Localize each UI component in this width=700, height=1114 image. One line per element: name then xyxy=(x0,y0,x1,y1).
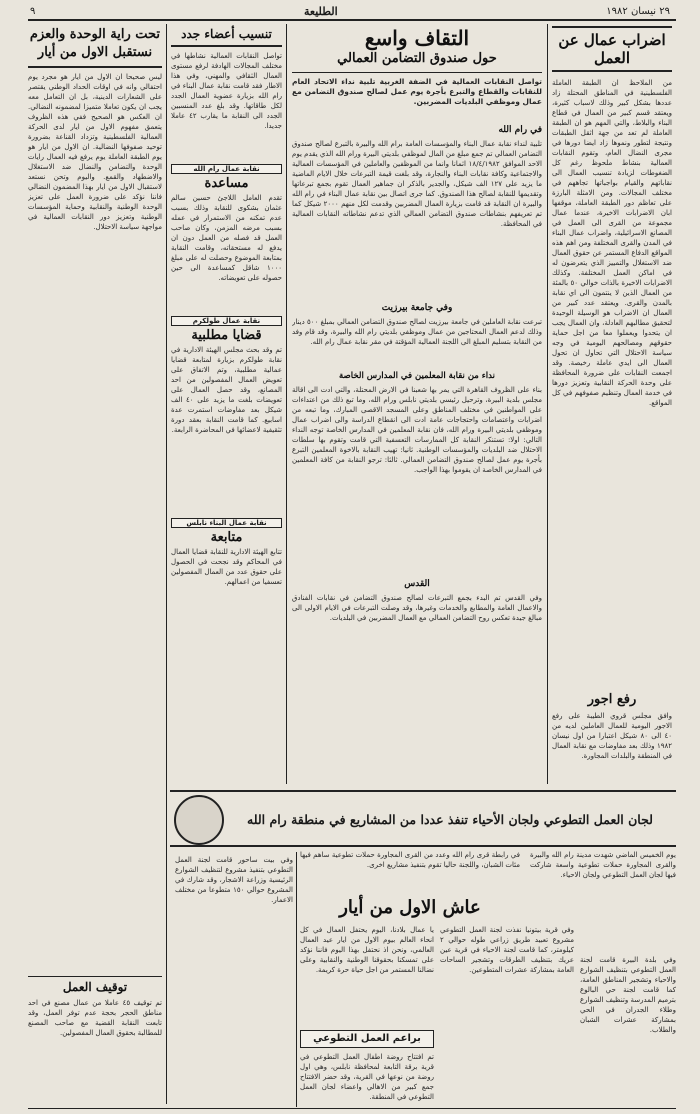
article-body: بناء على الظروف القاهرة التي يمر بها شعبنا في الارض المحتلة، والتي ادت الى اقالة مجلس بلدية البيرة، وترحيل رئيسي بلديتي نابلس ورام الله، وما تبع ذلك من اعتداءات على المواطنين في مختلف المناطق وعلى المسجد الاقصى المبارك، وما تبعه من اضرابات واعتصامات واحتجاجات عامة ادت الى انقطاع الدراسة والى اضراب عمال وموظفي بلديتي البيرة ورام الله، فان نقابة المعلمين في المدارس الخاصة توجه النداء التالي: اولا: تستنكر النقابة كل الممارسات التعسفية التي قامت وتقوم بها سلطات الاحتلال ضد البلديات والمؤسسات الوطنية. ثانيا: تهيب النقابة بالاخوة المعلمين التبرع بأجرة يوم عمل لصالح صندوق التضامن العمالي. ثالثا: ترجو النقابة من كافة المعلمين في المدارس الخاصة ان يقوموا بهذا الواجب. xyxy=(292,386,542,474)
headline-strike: اضراب عمال عن العمل xyxy=(552,26,672,72)
article-body: وفي القدس تم البدء بجمع التبرعات لصالح صندوق التضامن في نقابات الفنادق والاعمال العامة والمطابع والخدمات وغيرها، وقد وصلت التبرعات في الايام الاولى الى مبالغ جيدة تعكس روح التضامن العمالي مع العمال المضربين في البلديات. xyxy=(292,594,542,622)
volunteer-logo-icon xyxy=(174,795,224,845)
banner-rule xyxy=(170,790,676,792)
headline-may-day: تحت راية الوحدة والعزم نستقبل الاول من أيار xyxy=(28,26,162,68)
banner-col-b: وفي قرية بيتونيا نفذت لجنة العمل التطوعي مشروع تعبيد طريق زراعي طوله حوالي ٢ كيلومتر، كما قامت لجنة الاحياء في قرية عين عريك بتنظيف الطرقات وتشجير الساحات العامة بمشاركة عشرات المتطوعين. xyxy=(440,926,574,974)
headline-aid: مساعدة xyxy=(204,176,249,191)
headline-demands: قضايا مطلبية xyxy=(191,328,262,343)
col-divider xyxy=(296,852,297,1107)
section-ramallah: في رام الله xyxy=(498,125,542,135)
banner-intro-mid: في رابطة قرى رام الله وعدد من القرى المجاورة حملات تطوعية ساهم فيها مئات الشبان، واللجنة حاليا تقوم بتنفيذ مشاريع اخرى. xyxy=(300,851,520,869)
col-center xyxy=(292,26,542,786)
page-header xyxy=(30,4,670,18)
subheadline-solidarity: حول صندوق التضامن العمالي xyxy=(292,50,542,73)
headline-long-live-may: عاش الاول من أيار xyxy=(339,897,481,918)
article-body: تقدم العامل اللاجئ حسين سالم عثمان بشكوى للنقابة وذلك بسبب عدم تمكنه من الاستمرار في عمله بسبب مرضه المزمن، وكان صاحب العمل قد فصله من العمل دون ان يدفع له مستحقاته، وقامت النقابة بمتابعة الموضوع وحصلت له على مبلغ ١٠٠٠ شاقل كمساعدة الى حين حصوله على تعويضاته. xyxy=(171,194,282,282)
headline-solidarity: التقاف واسع xyxy=(364,26,470,50)
subhead-work-stop: توقيف العمل xyxy=(28,976,162,994)
header-rule xyxy=(28,19,676,21)
headline-buds: براعم العمل التطوعي xyxy=(300,1030,434,1048)
col-right xyxy=(552,26,672,786)
banner-col-e: وفي بيت ساحور قامت لجنة العمل التطوعي بتنفيذ مشروع لتنظيف الشوارع الرئيسية وزراعة الاشجار، وقد شارك في المشروع حوالي ١٥٠ متطوعا من مختلف الاعمار. xyxy=(175,856,293,904)
col-divider xyxy=(166,24,167,1104)
article-body: تم توقيف ٤٥ عاملا من عمال مصنع في احد مناطق الحجر بحجة عدم توفر العمل، وقد تابعت النقابة القضية مع صاحب المصنع للمطالبة بحقوق العمال المفصولين. xyxy=(28,999,162,1037)
banner-col-a: وفي بلدة البيرة قامت لجنة العمل التطوعي بتنظيف الشوارع والاحياء وتشجير المناطق العامة، كما قامت لجنة حي البالوع بترميم المدرسة وتنظيف الشوارع وطلاء الجدران في الحي بمشاركة عشرات الشبان والطلاب. xyxy=(580,956,676,1034)
col-divider xyxy=(547,24,548,784)
banner-intro-right: يوم الخميس الماضي شهدت مدينة رام الله والبيرة والقرى المجاورة حملات تطوعية واسعة شاركت فيها لجان العمل التطوعي ولجان الاحياء. xyxy=(530,851,676,879)
union-label: نقابة عمال طولكرم xyxy=(171,316,282,326)
article-body: ليس صحيحا ان الاول من ايار هو مجرد يوم احتفالي وانه في اوقات الحداد الوطني يقتصر على الشعارات الدينية، بل ان التعامل معه يجب ان يكون تعاملا متميزا لمضمونه النضالي. ان العكس هو الصحيح ففي هذه الظروف يتعمق مفهوم الاول من ايار لدى الحركة العمالية الفلسطينية وتزداد القناعة بضرورة توحيد صفوفها النضالية. ان الاول من ايار هو يوم الطبقة العاملة يوم يرفع فيه العمال رايات الوحدة والتضامن والنضال ضد الاستغلال والاضطهاد والقمع. واليوم وتحن نستعد لاستقبال الاول من ايار بهذا المضمون النضالي فاننا نؤكد على ضرورة العمل على تعزيز الوحدة الوطنية والنقابية وحماية المؤسسات الوطنية وتعزيز دور النقابات العمالية في مواجهة سياسة الاحتلال. xyxy=(28,73,162,231)
union-label: نقابة عمال رام الله xyxy=(171,164,282,174)
banner-title: لجان العمل التطوعي ولجان الأحياء تنفذ عددا من المشاريع في منطقة رام الله xyxy=(247,812,653,827)
article-body: تلبية لنداء نقابة عمال البناء والمؤسسات العامة برام الله والبيرة بالتبرع لصالح صندوق التضامن العمالي تم جمع مبلغ من المال لموظفي بلديتي البيرة ورام الله الذي يقدم يوم الاحد الموافق ١٨/٤/١٩٨٢ اثمانا وانما من الموظفين والعاملين في المؤسسات العمالية والاجتماعية وكافة نقابات البناء والنجارة، وقد بلغت قيمة التبرعات خلال الايام الماضية ما يزيد على ١٢٧ الف شيكل، والجدير بالذكر ان جماهير العمال تقوم بجمع تبرعاتها وتقديمها للنقابة لصالح هذا الصندوق. كما جرى اتصال بين نقابة عمال البناء في رام الله والبيرة ان النقابة قد قامت بزيارة العمال المضربين وقدمت لكل منهم ٢٠٠٠ شيكل كما تم تعريفهم بنشاطات صندوق التضامن العمالي الذي تدعم نشاطاته النقابات العمالية في المحافظة. xyxy=(292,140,542,228)
article-body: من الملاحظ ان الطبقة العاملة الفلسطينية في المناطق المحتلة زاد عددها بشكل كبير وذلك لاسباب كثيرة، ويعتقد قسم كبير من العمال في قطاع البناء والبلاط، والتي المهم هو ان الطبقة العاملة لم تعد من جهة اثقل الطبقات ونتيجة لتطور ونموها زاد ايضا دورها في مجرى النضال العام، وتقوم النقابات العمالية بنشاط ملحوظ رغم كل الضغوطات لزيادة تنسيب العمال الى نقاباتهم والقيام بواجباتها تجاههم في مختلف المجالات. ومن الامثلة البارزة على تعاظم دور الطبقة العاملة، موقفها ابان الاضرابات الاخيرة، عندما عمال مجموعة من القرى الى العمل في المصانع الاسرائيلية، واضراب عمال البناء في المدن والقرى المختلفة ومن اهم هذه المواقع الدفاع المستمر عن حقوق العمال ضد الاستغلال والتمييز الذي يتعرضون له في اماكن العمل المختلفة. وكذلك الاضرابات الاخيرة بالذات خوالي ٥٠ بالمئة من العمال الذين لا ينتمون الى اي نقابة بالمدن والقرى. ويعتقد عدد كبير من العمال ان الاضراب هو الوسيلة الوحيدة لتحقيق مطالبهم العادلة، وان العمال يجب ان يتحدوا ويعملوا معا من اجل حماية حقوقهم ومصالحهم اليومية في وجه سياسة الاحتلال التي تحاول ان تحول العمال الى ايدي عاملة رخيصة. وقد اجمعت النقابات على ضرورة المحافظة على وحدة الحركة النقابية وتعزيز دورها في خدمة العمال وتنظيم صفوفهم في كل المواقع. xyxy=(552,79,672,407)
col-divider xyxy=(286,24,287,784)
banner-col-d: تم افتتاح روضة اطفال العمل التطوعي في قرية برقة التابعة لمحافظة نابلس، وهي اول روضة من نوعها في القرية، وقد حضر الافتتاح جمع كبير من الاهالي واعضاء لجان العمل التطوعي في المنطقة. xyxy=(300,1053,434,1101)
union-label: نقابة عمال البناء نابلس xyxy=(171,518,282,528)
section-teachers: نداء من نقابة المعلمين في المدارس الخاصة xyxy=(339,371,495,381)
section-jerusalem: القدس xyxy=(404,579,430,589)
headline-followup: متابعة xyxy=(210,530,243,545)
footer-rule xyxy=(28,1108,676,1109)
subhead-wages: رفع اجور xyxy=(587,692,637,707)
volunteer-banner xyxy=(170,795,676,847)
col-mid xyxy=(171,26,282,786)
section-birzeit: وفي جامعة بيرزيت xyxy=(381,303,453,313)
paper-name: الطليعة xyxy=(304,4,338,18)
article-body: وافق مجلس قروي الطيبة على رفع الاجور اليومية للعمال العاملين لديه من ٤٠ الى ٨٠ شيكل اعتبارا من اول نيسان ١٩٨٢ وذلك بعد مفاوضات مع نقابة العمال في المنطقة والبلدات المجاورة. xyxy=(552,712,672,760)
article-body: تواصل النقابات العمالية نشاطها في مختلف المجالات الهادفة لرفع مستوى العمال الثقافي والمهني، وفي هذا الاطار فقد قامت نقابة عمال البناء في رام الله بزيارة عضوية العمال الجدد لكل طاقاتها. وقد بلغ عدد المنسبين الجدد الى النقابة ما يقارب ٤٢ عاملا جديدا. xyxy=(171,52,282,130)
article-intro: تواصل النقابات العمالية في الضفة الغربية تلبية نداء الاتحاد العام للنقابات والقطاع والتبرع بأجرة يوم عمل لصالح صندوق التضامن مع عمال وموظفي البلديات المضربين. xyxy=(292,77,542,106)
article-body: تبرعت نقابة العاملين في جامعة بيرزيت لصالح صندوق التضامن العمالي بمبلغ ٥٠٠ دينار وذلك لدعم العمال المحتاجين من عمال وموظفي بلديتي رام الله والبيرة، وقد قام وفد من النقابة بتسليم المبلغ الى اللجنة العمالية المؤقتة في مقر نقابة عمال رام الله. xyxy=(292,318,542,346)
article-body: تتابع الهيئة الادارية للنقابة قضايا العمال في المحاكم وقد نجحت في الحصول على حقوق عدد من العمال المفصولين تعسفيا من اعمالهم. xyxy=(171,548,282,586)
banner-col-c: يا عمال بلادنا، اليوم يحتفل العمال في كل انحاء العالم بيوم الاول من ايار عيد العمال العالمي، ونحن اذ نحتفل بهذا اليوم فاننا نؤكد على تمسكنا بحقوقنا الوطنية والنقابية وعلى نضالنا المستمر من اجل حياة حرة كريمة. xyxy=(300,926,434,974)
col-left xyxy=(28,26,162,1106)
page-number: ٩ xyxy=(30,5,36,17)
article-body: تم وقد بحث مجلس الهيئة الادارية في نقابة طولكرم بزيارة لمتابعة قضايا عمالية مطلبية، وتم الاتفاق على تعويض العمال المفصولين من احد المصانع، وقد حصل العمال على تعويضات بلغت ما يزيد على ٤٠ الف شيكل بعد مفاوضات استمرت عدة اسابيع. كما قامت النقابة بعقد دورة تثقيفية لاعضائها في المحاضرة الرابعة. xyxy=(171,346,282,434)
headline-new-members: تنسيب أعضاء جدد xyxy=(171,26,282,47)
issue-date: ٢٩ نيسان ١٩٨٢ xyxy=(606,5,670,17)
